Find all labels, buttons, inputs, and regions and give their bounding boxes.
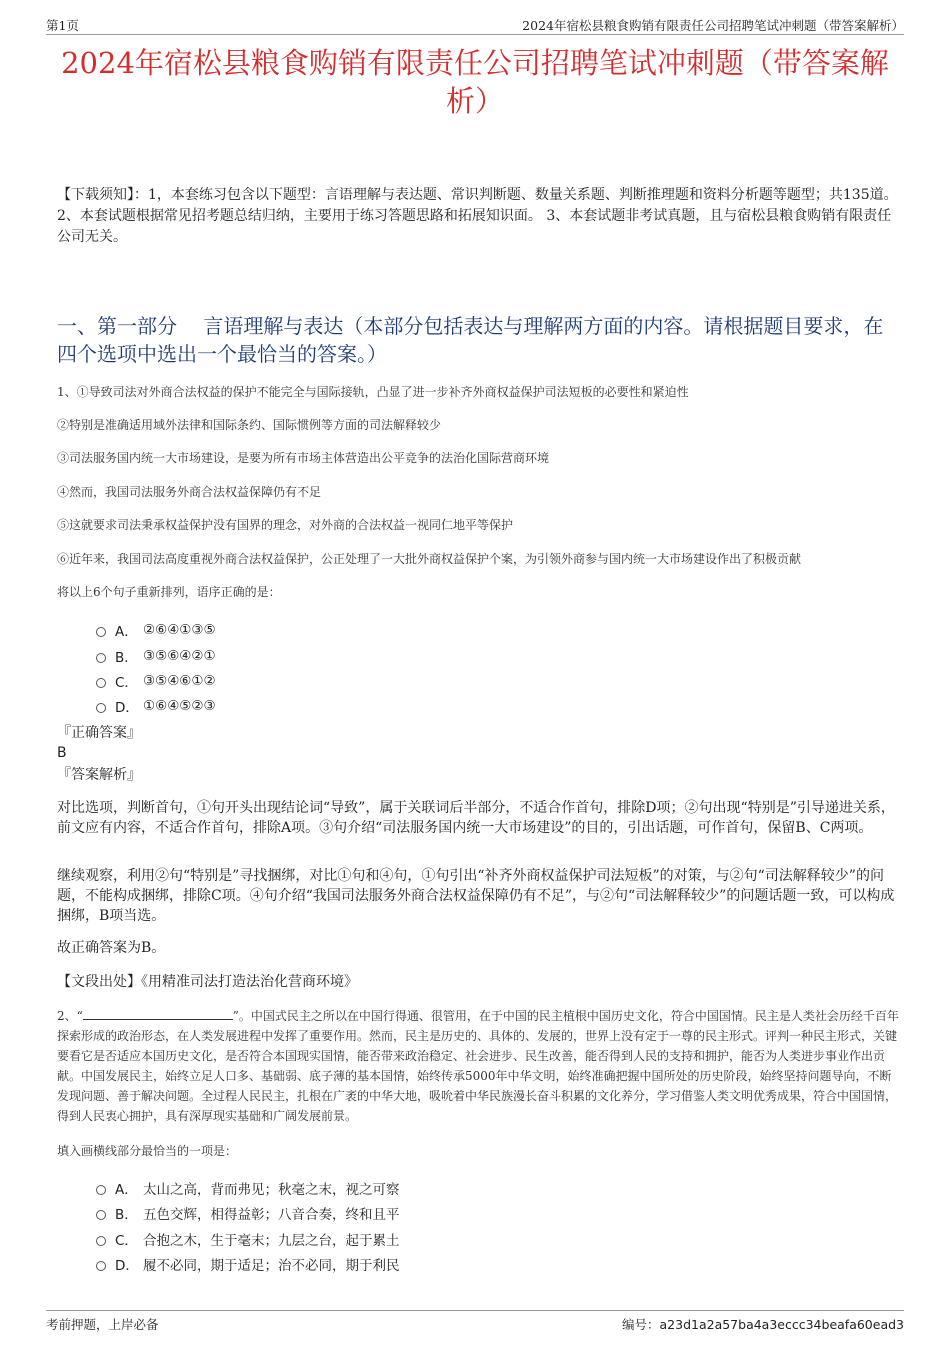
radio-icon[interactable]	[96, 653, 106, 663]
radio-icon[interactable]	[96, 627, 106, 637]
radio-icon[interactable]	[96, 678, 106, 688]
q2-option-d[interactable]: D． 履不必同，期于适足；治不必同，期于利民	[96, 1254, 400, 1274]
document-title: 2024年宿松县粮食购销有限责任公司招聘笔试冲刺题（带答案解析）	[61, 46, 889, 118]
q2-prompt: 填入画横线部分最恰当的一项是：	[57, 1144, 238, 1158]
q1-line-6: ⑥近年来，我国司法高度重视外商合法权益保护，公正处理了一大批外商权益保护个案，为引领外商参与国内统一大市场建设作出了积极贡献	[57, 552, 802, 566]
answer-label: 『正确答案』	[57, 725, 141, 741]
radio-icon[interactable]	[96, 1236, 106, 1246]
fill-blank	[83, 1007, 233, 1020]
section-heading: 一、第一部分 言语理解与表达（本部分包括表达与理解两方面的内容。请根据题目要求，在四个选项中选出一个最恰当的答案。）	[57, 314, 884, 366]
q1-option-c[interactable]: C． ③⑤④⑥①②	[96, 671, 216, 691]
q2-option-a[interactable]: A． 太山之高，背而弗见；秋毫之末，视之可察	[96, 1178, 400, 1198]
answer-value: B	[57, 745, 67, 761]
download-notice: 【下载须知】：1，本套练习包含以下题型：言语理解与表达题、常识判断题、数量关系题、判断推理题和资料分析题等题型；共135道。 2、本套试题根据常见招考题总结归纳，主要用于练习答题思路和拓展知识面。 3、本套试题非考试真题，且与宿松县粮食购销有限责任公司无关。	[57, 187, 898, 245]
q1-line-1: 1、①导致司法对外商合法权益的保护不能完全与国际接轨，凸显了进一步补齐外商权益保护司法短板的必要性和紧迫性	[57, 385, 689, 399]
q2-passage: 2、“ ”。中国式民主之所以在中国行得通、很管用，在于中国的民主植根中国历史文化，符合中国国情。民主是人类社会历经千百年探索形成的政治形态，在人类发展进程中发挥了重要作用。然而，民主是历史的、具体的、发展的，世界上没有定于一尊的民主形式。评判一种民主形式，关键要看它是否适应本国历史文化，是否符合本国现实国情，能否带来政治稳定、社会进步、民生改善，能否得到人民的支持和拥护，能否为人类进步事业作出贡献。中国发展民主，始终立足人口多、基础弱、底子薄的基本国情，始终传承5000年中华文明，始终准确把握中国所处的历史阶段，始终坚持问题导向，不断发现问题、善于解决问题。全过程人民民主，扎根在广袤的中华大地，吸吮着中华民族漫长奋斗积累的文化养分，学习借鉴人类文明优秀成果，符合中国国情，得到人民衷心拥护，具有深厚现实基础和广阔发展前景。	[57, 1009, 899, 1123]
page-header	[46, 14, 904, 35]
footer-code: 编号：a23d1a2a57ba4a3eccc34beafa60ead3	[621, 1317, 904, 1332]
analysis-label: 『答案解析』	[57, 767, 141, 783]
footer-slogan: 考前押题，上岸必备	[46, 1317, 159, 1332]
header-doc-title: 2024年宿松县粮食购销有限责任公司招聘笔试冲刺题（带答案解析）	[522, 18, 904, 33]
page-number: 第1页	[46, 18, 79, 33]
radio-icon[interactable]	[96, 703, 106, 713]
q2-option-c[interactable]: C． 合抱之木，生于毫末；九层之台，起于累土	[96, 1229, 400, 1249]
analysis-paragraph-1: 对比选项，判断首句，①句开头出现结论词“导致”，属于关联词后半部分，不适合作首句，排除D项；②句出现“特别是”引导递进关系，前文应有内容，不适合作首句，排除A项。③句介绍“司法服务国内统一大市场建设”的目的，引出话题，可作首句，保留B、C两项。	[57, 800, 895, 836]
q1-line-2: ②特别是准确适用域外法律和国际条约、国际惯例等方面的司法解释较少	[57, 418, 442, 432]
source-citation: 【文段出处】《用精准司法打造法治化营商环境》	[57, 974, 358, 990]
q2-option-b[interactable]: B． 五色交辉，相得益彰；八音合奏，终和且平	[96, 1203, 400, 1223]
radio-icon[interactable]	[96, 1261, 106, 1271]
q1-option-d[interactable]: D． ①⑥④⑤②③	[96, 696, 216, 716]
page-footer	[46, 1310, 904, 1333]
q1-prompt: 将以上6个句子重新排列，语序正确的是：	[57, 585, 281, 599]
radio-icon[interactable]	[96, 1210, 106, 1220]
q1-option-a[interactable]: A． ②⑥④①③⑤	[96, 620, 216, 640]
q1-line-3: ③司法服务国内统一大市场建设，是要为所有市场主体营造出公平竞争的法治化国际营商环境	[57, 451, 550, 465]
analysis-paragraph-2: 继续观察，利用②句“特别是”寻找捆绑，对比①句和④句，①句引出“补齐外商权益保护司法短板”的对策，与②句“司法解释较少”的问题，不能构成捆绑，排除C项。④句介绍“我国司法服务外商合法权益保障仍有不足”，与②句“司法解释较少”的问题话题一致，可以构成捆绑，B项当选。	[57, 868, 895, 924]
q1-line-5: ⑤这就要求司法秉承权益保护没有国界的理念，对外商的合法权益一视同仁地平等保护	[57, 518, 514, 532]
q1-option-b[interactable]: B． ③⑤⑥④②①	[96, 646, 216, 666]
q1-line-4: ④然而，我国司法服务外商合法权益保障仍有不足	[57, 485, 322, 499]
radio-icon[interactable]	[96, 1185, 106, 1195]
analysis-conclusion: 故正确答案为B。	[57, 940, 166, 956]
